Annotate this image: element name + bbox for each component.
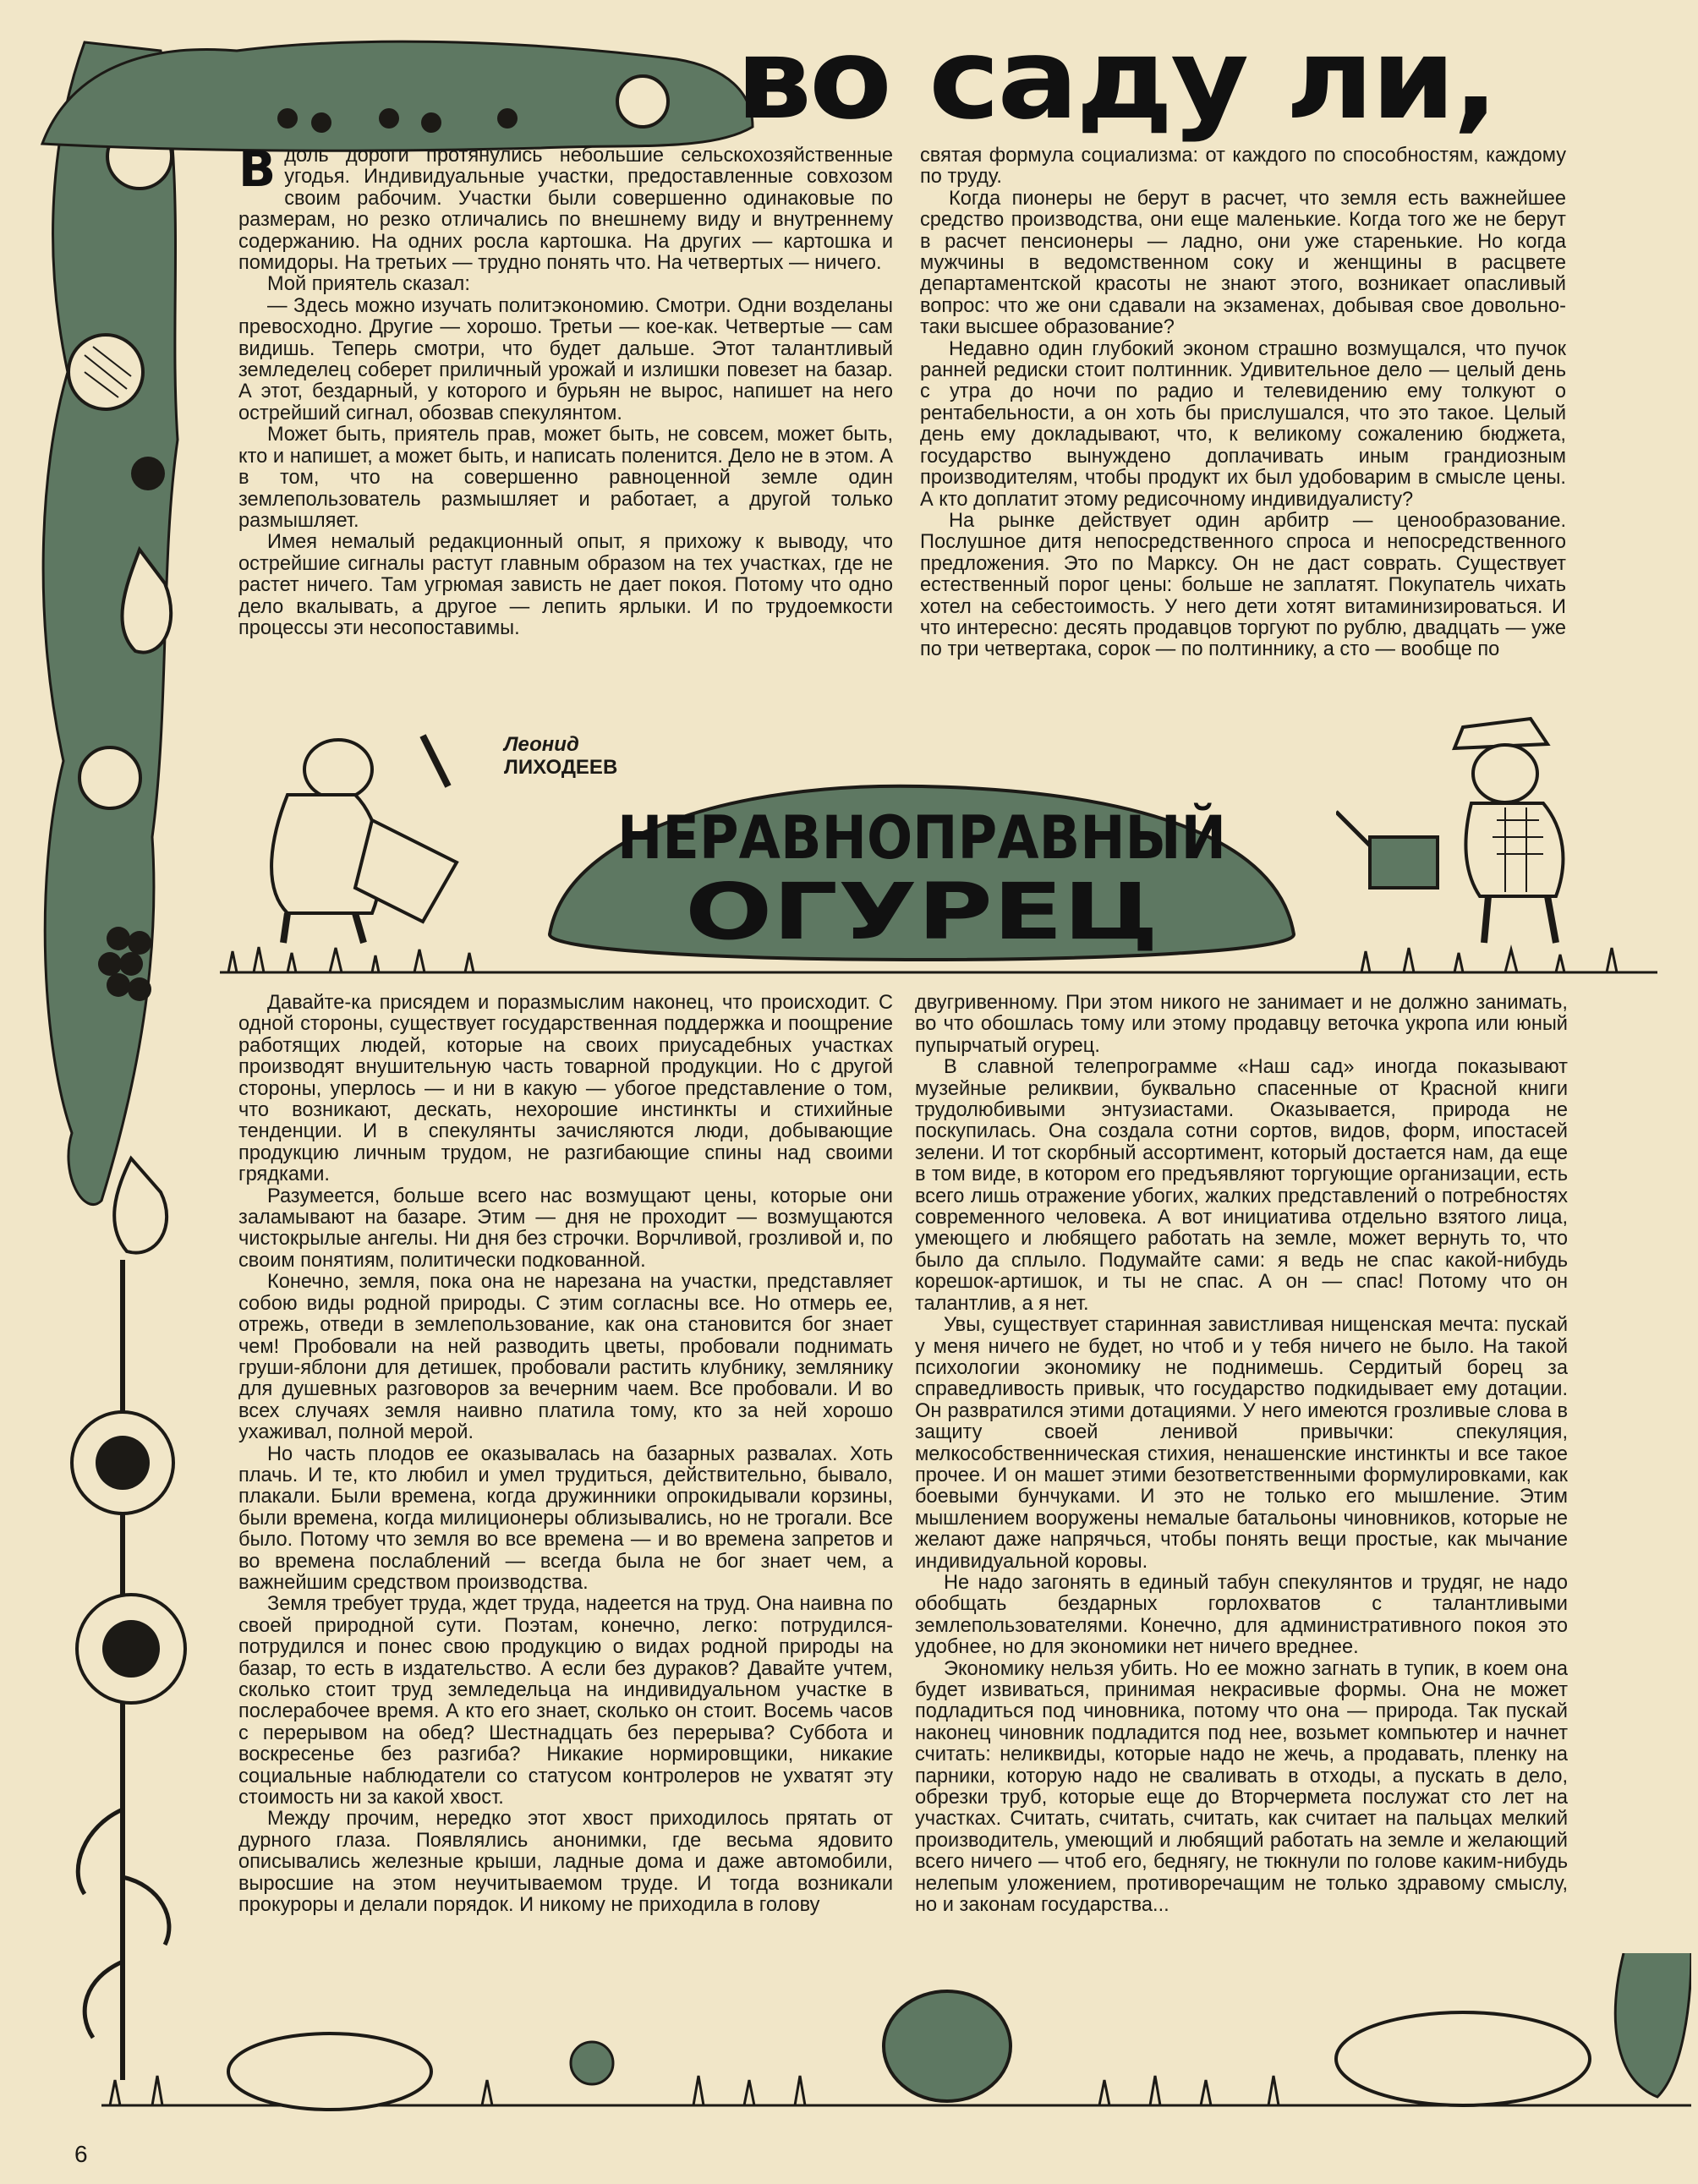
article-column-2: [920, 145, 1566, 661]
article-column-3: [238, 993, 893, 1916]
lemon-icon: [617, 76, 668, 127]
illustration-gardener: [1336, 710, 1607, 947]
paragraph: — Здесь можно изучать политэкономию. Смотри. Одни возделаны превосходно. Другие — хорошо. Третьи — кое-как. Четвертые — сам видишь. Теперь смотри, что будет дальше. Этот талантливый земледелец соберет приличный урожай и излишки повезет на базар. А этот, бездарный, у которого и бурьян не вырос, напишет на него острейший сигнал, обозвав спекулянтом.: [238, 294, 893, 424]
author-last-name: ЛИХОДЕЕВ: [504, 756, 618, 779]
paragraph: На рынке действует один арбитр — ценообразование. Послушное дитя непосредственного спроса и непосредственного предложения. Это по Марксу. Он не даст соврать. Существует естественный порог цены: больше не заплатят. Покупатель чихать хотел на себестоимость. У него дети хотят витаминизироваться. И что интересно: десять продавцов торгуют по рублю, двадцать — уже по три четвертака, сорок — по полтиннику, а сто — вообще по: [920, 509, 1566, 661]
paragraph: Может быть, приятель прав, может быть, не совсем, может быть, кто и напишет, а может быть, и написать поленится. Дело не в этом. А в том, что на совершенно равноценной земле один землепользователь размышляет и работает, а другой только размышляет.: [238, 424, 893, 532]
paragraph: Когда пионеры не берут в расчет, что земля есть важнейшее средство производства, они еще маленькие. Когда того же не берут в расчет пенсионеры — ладно, они уже старенькие. Но когда мужчины в ведомственном соку и женщины в расцвете департаментской красоты не знают этого, возникает опасливый вопрос: что же они сдавали на экзаменах, добывая свое довольно-таки высшее образование?: [920, 187, 1566, 339]
pear-icon-2: [114, 1158, 167, 1253]
potato-icon: [228, 2033, 431, 2110]
article-column-4: [915, 993, 1568, 1916]
page-number: 6: [74, 2141, 88, 2167]
illustration-writer: [237, 719, 490, 947]
melon-icon: [884, 1991, 1011, 2101]
foliage-border-top: [34, 25, 761, 161]
paragraph: Не надо загонять в единый табун спекулянтов и трудяг, не надо обобщать бездарных горлохватов с талантливыми землепользователями. Конечно, для административного покоя это удобнее, но для экономики нет ничего вреднее.: [915, 1571, 1568, 1659]
foliage-border-left: [34, 34, 203, 2088]
paragraph: Земля требует труда, ждет труда, надеется на труд. Она наивна по своей природной сути. Поэтам, конечно, легко: потрудился-потрудился и понес свою продукцию о видах родной природы на базар, то есть в издательство. А если без дураков? Давайте учтем, сколько стоит труд земледельца на индивидуальном участке в послерабочее время. А кто его знает, сколько он стоит. Восемь часов с перерывом на обед? Шестнадцать без перерыва? Суббота и воскресенье без разгиба? Никакие нормировщики, никакие социальные наблюдатели со статусом контролеров не ухватят эту стоимость ни за какой хвост.: [238, 1593, 893, 1809]
cabbage-icon: [1336, 2012, 1590, 2105]
paragraph: Мой приятель сказал:: [267, 273, 470, 296]
fruit-icon: [79, 747, 140, 808]
paragraph: Конечно, земля, пока она не нарезана на участки, представляет собою виды родной природы. С этим согласны все. Но отмерь ее, отрежь, отведи в землепользование, как она становится бог знает чем! Пробовали на ней разводить цветы, пробовали поднимать груши-яблони для детишек, пробовали растить клубнику, землянику для душевных разговоров за вечерним чаем. Все пробовали. И во всех случаях земля наивно платила тому, кто за ней хорошо ухаживал, полной мерой.: [238, 1271, 893, 1444]
paragraph: двугривенному. При этом никого не занимает и не должно занимать, во что обошлась тому или этому продавцу веточка укропа или юный пупырчатый огурец.: [915, 992, 1568, 1057]
radish-icon: [571, 2042, 613, 2084]
paragraph: доль дороги протянулись небольшие сельскохозяйственные угодья. Индивидуальные участки, предоставленные совхозом своим рабочим. Участки были совершенно одинаковые по размерам, но резко отличались по внешнему виду и внутреннему содержанию. На одних росла картошка. На других — картошка и помидоры. На третьих — трудно понять что. На четвертых — ничего.: [238, 145, 893, 275]
paragraph: Между прочим, нередко этот хвост приходилось прятать от дурного глаза. Появлялись анонимки, где весьма ядовито описывались железные крыши, ладные дома и даже автомобили, выросшие на этом неучитываемом труде. И тогда возникали прокуроры и делали порядок. И никому не приходила в голову: [238, 1808, 893, 1917]
paragraph: Давайте-ка присядем и поразмыслим наконец, что происходит. С одной стороны, существует государственная поддержка и поощрение работящих людей, которые на своих приусадебных участках производят внушительную часть товарной продукции. Но с другой стороны, уперлось — и ни в какую — убогое представление о том, что возникают, дескать, нехорошие инстинкты и стихийные тенденции. И в спекулянты зачисляются люди, добывающие продукцию личным трудом, не разгибающие спины над своими грядками.: [238, 992, 893, 1186]
subtitle-line-1: НЕРАВНОПРАВНЫЙ: [617, 803, 1226, 873]
author-first-name: Леонид: [504, 733, 579, 756]
paragraph: Недавно один глубокий эконом страшно возмущался, что пучок ранней редиски стоит полтинник. Удивительное дело — целый день с утра до ночи по радио и телевидению ему толкуют о рентабельности, а он хоть бы прислушался, что это такое. Целый день ему докладывают, что, к великому сожалению бюджета, государство вынуждено доплачивать иным грандиозным производителям, чтобы продукт их был удобоварим в смысле цены. А кто доплатит этому редисочному индивидуалисту?: [920, 337, 1566, 511]
paragraph: Экономику нельзя убить. Но ее можно загнать в тупик, в коем она будет извиваться, принимая некрасивые формы. Она не может подладиться под чиновника, потому что она — природа. Так пускай наконец чиновник подладится под нее, возьмет компьютер и начнет считать: неликвиды, которые надо не жечь, а продавать, пленку на парники, которую надо не сваливать в отходы, а пускать в дело, обрезки труб, которые еще до Вторчермета послужат сто лет на участках. Считать, считать, считать, как считает на пальцах мелкий производитель, умеющий и любящий работать на земле и желающий всего ничего — чтоб его, беднягу, не тюкнули по голове каким-нибудь нелепым уложением, противоречащим не только здравому смыслу, но и законам государства...: [915, 1657, 1568, 1917]
paragraph: святая формула социализма: от каждого по способностям, каждому по труду.: [920, 145, 1566, 189]
drop-cap: В: [238, 140, 277, 198]
header-title: во саду ли,: [736, 14, 1497, 145]
sunflower-icon: [72, 1412, 173, 1513]
plum-icon: [131, 457, 165, 490]
paragraph: В славной телепрограмме «Наш сад» иногда показывают музейные реликвии, буквально спасенные от Красной книги трудолюбивыми энтузиастами. Оказывается, природа не поскупилась. Она создала сотни сортов, видов, форм, ипостасей зелени. И тот скорбный ассортимент, который достается нам, да еще в том виде, в котором его предъявляют торгующие организации, есть всего лишь отражение убогих, жалких представлений о потребностях современного человека. А вот инициатива отдельно взятого лица, умеющего и любящего работать на земле, может вернуть то, что было да сплыло. Подумайте сами: я ведь не спас какой-нибудь корешок-артишок, и ты не спас. А он — спас! Потому что он талантлив, а я нет.: [915, 1056, 1568, 1315]
paragraph: Увы, существует старинная завистливая нищенская мечта: пускай у меня ничего не будет, но чтоб и у тебя ничего не было. На такой психологии экономику не поднимешь. Сердитый борец за справедливость привык, что государство подкидывает ему дотации. Он развратился этими дотациями. У него имеются грозливые слова в защиту своей ленивой привычки: спекуляция, мелкособственническая стихия, ненашенские инстинкты и все такое прочее. И он машет этими безответственными формулировками, как боевыми бунчуками. И это не только его мышление. Этим мышлением вооружены немалые батальоны чиновников, которые не желают даже напрячься, чтобы понять вещи простые, как мычание индивидуальной коровы.: [915, 1314, 1568, 1573]
paragraph: Имея немалый редакционный опыт, я прихожу к выводу, что острейшие сигналы растут главным образом на тех участках, где не растет ничего. Там угрюмая зависть не дает покоя. Потому что одно дело вкалывать, а другое — лепить ярлыки. И по трудоемкости процессы эти несопоставимы.: [238, 531, 893, 639]
paragraph: Разумеется, больше всего нас возмущают цены, которые они заламывают на базаре. Этим — дня не проходит — возмущаются чистокрылые ангелы. Ни дня без строчки. Ворчливой, грозливой и, по своим понятиям, политически подкованной.: [238, 1185, 893, 1272]
vegetable-border-bottom: [101, 1953, 1691, 2131]
grass-divider: [220, 943, 1657, 977]
article-column-1: [238, 140, 893, 639]
paragraph: Но часть плодов ее оказывалась на базарных развалах. Хоть плачь. И те, кто любил и умел трудиться, действительно, бывало, плакали. Были времена, когда дружинники опрокидывали корзины, были времена, когда милиционеры облизывались, но не трогали. Все было. Потому что земля во все времена — и во времена запретов и во времена послаблений — всегда была не бог знает чем, а важнейшим средством производства.: [238, 1442, 893, 1594]
sunflower-icon-2: [77, 1595, 185, 1703]
subtitle-line-2: ОГУРЕЦ: [685, 867, 1158, 957]
